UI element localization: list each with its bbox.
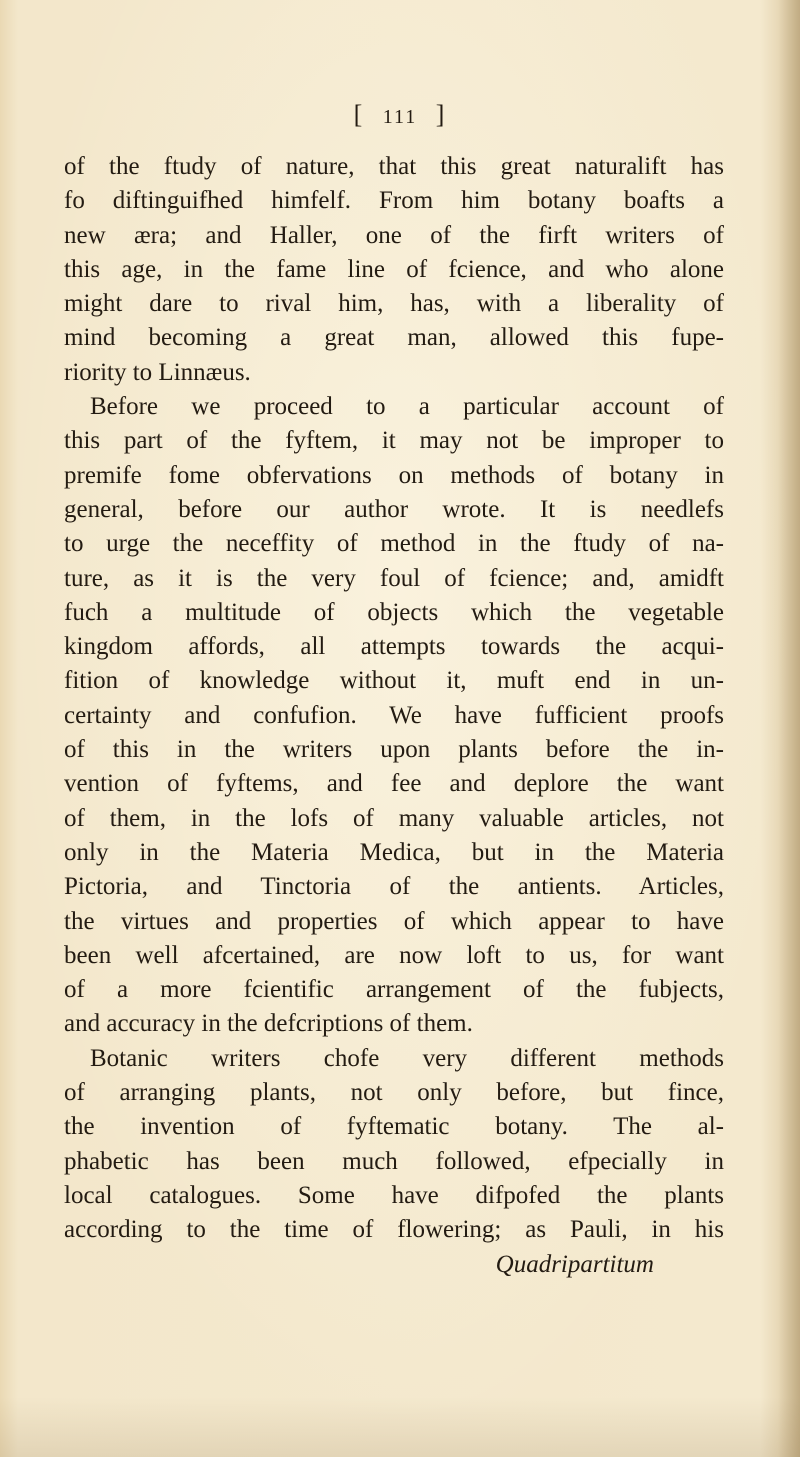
text-line: been well afcertained, are now loft to us, for want xyxy=(64,941,724,969)
text-line: of a more fcientific arrangement of the fubjects, xyxy=(64,976,724,1004)
text-line: fition of knowledge without it, muft end in un- xyxy=(64,667,724,695)
page-edge-shadow xyxy=(778,0,800,1457)
text-line: ture, as it is the very foul of fcience; and, amidft xyxy=(64,564,724,592)
body-text xyxy=(64,150,724,1282)
text-line: of them, in the lofs of many valuable articles, not xyxy=(64,804,724,832)
text-line: premife fome obfervations on methods of botany in xyxy=(64,461,724,489)
text-line: according to the time of flowering; as Pauli, in his xyxy=(64,1216,724,1244)
text-line: of the ftudy of nature, that this great naturalift has xyxy=(64,153,724,180)
text-line: might dare to rival him, has, with a liberality of xyxy=(64,290,724,318)
text-line: phabetic has been much followed, efpecially in xyxy=(64,1147,724,1175)
text-line: vention of fyftems, and fee and deplore the want xyxy=(64,770,724,798)
text-line: and accuracy in the defcriptions of them. xyxy=(64,1010,473,1038)
text-line: riority to Linnæus. xyxy=(64,358,251,386)
page-number-header xyxy=(0,100,800,130)
bracket-left: [ xyxy=(353,100,365,129)
page-number: 111 xyxy=(382,106,418,128)
text-line: only in the Materia Medica, but in the Materia xyxy=(64,838,724,866)
catchword: Quadripartitum xyxy=(495,1250,654,1278)
text-line: certainty and confufion. We have fufficient proofs xyxy=(64,701,724,729)
text-line: kingdom affords, all attempts towards the acqui- xyxy=(64,633,724,661)
text-line: general, before our author wrote. It is needlefs xyxy=(64,495,724,523)
text-line: Before we proceed to a particular account of xyxy=(90,393,724,421)
text-line: the invention of fyftematic botany. The al- xyxy=(64,1113,724,1141)
text-line: new æra; and Haller, one of the firft writers of xyxy=(64,221,724,249)
text-line: Pictoria, and Tinctoria of the antients. Articles, xyxy=(64,873,724,901)
page-bottom-shadow xyxy=(0,1397,800,1457)
text-line: of this in the writers upon plants before the in- xyxy=(64,736,724,764)
text-line: fuch a multitude of objects which the vegetable xyxy=(64,598,724,626)
text-line: Botanic writers chofe very different methods xyxy=(90,1044,724,1072)
text-line: this part of the fyftem, it may not be improper to xyxy=(64,427,724,455)
text-line: local catalogues. Some have difpofed the plants xyxy=(64,1181,724,1209)
text-line: fo diftinguifhed himfelf. From him botany boafts a xyxy=(64,187,724,215)
bracket-right: ] xyxy=(435,100,447,129)
text-line: mind becoming a great man, allowed this fupe- xyxy=(64,324,724,352)
text-line: the virtues and properties of which appear to have xyxy=(64,907,724,935)
text-line: to urge the neceffity of method in the ftudy of na- xyxy=(64,530,724,558)
text-line: this age, in the fame line of fcience, and who alone xyxy=(64,255,724,283)
text-line: of arranging plants, not only before, but fince, xyxy=(64,1079,724,1107)
